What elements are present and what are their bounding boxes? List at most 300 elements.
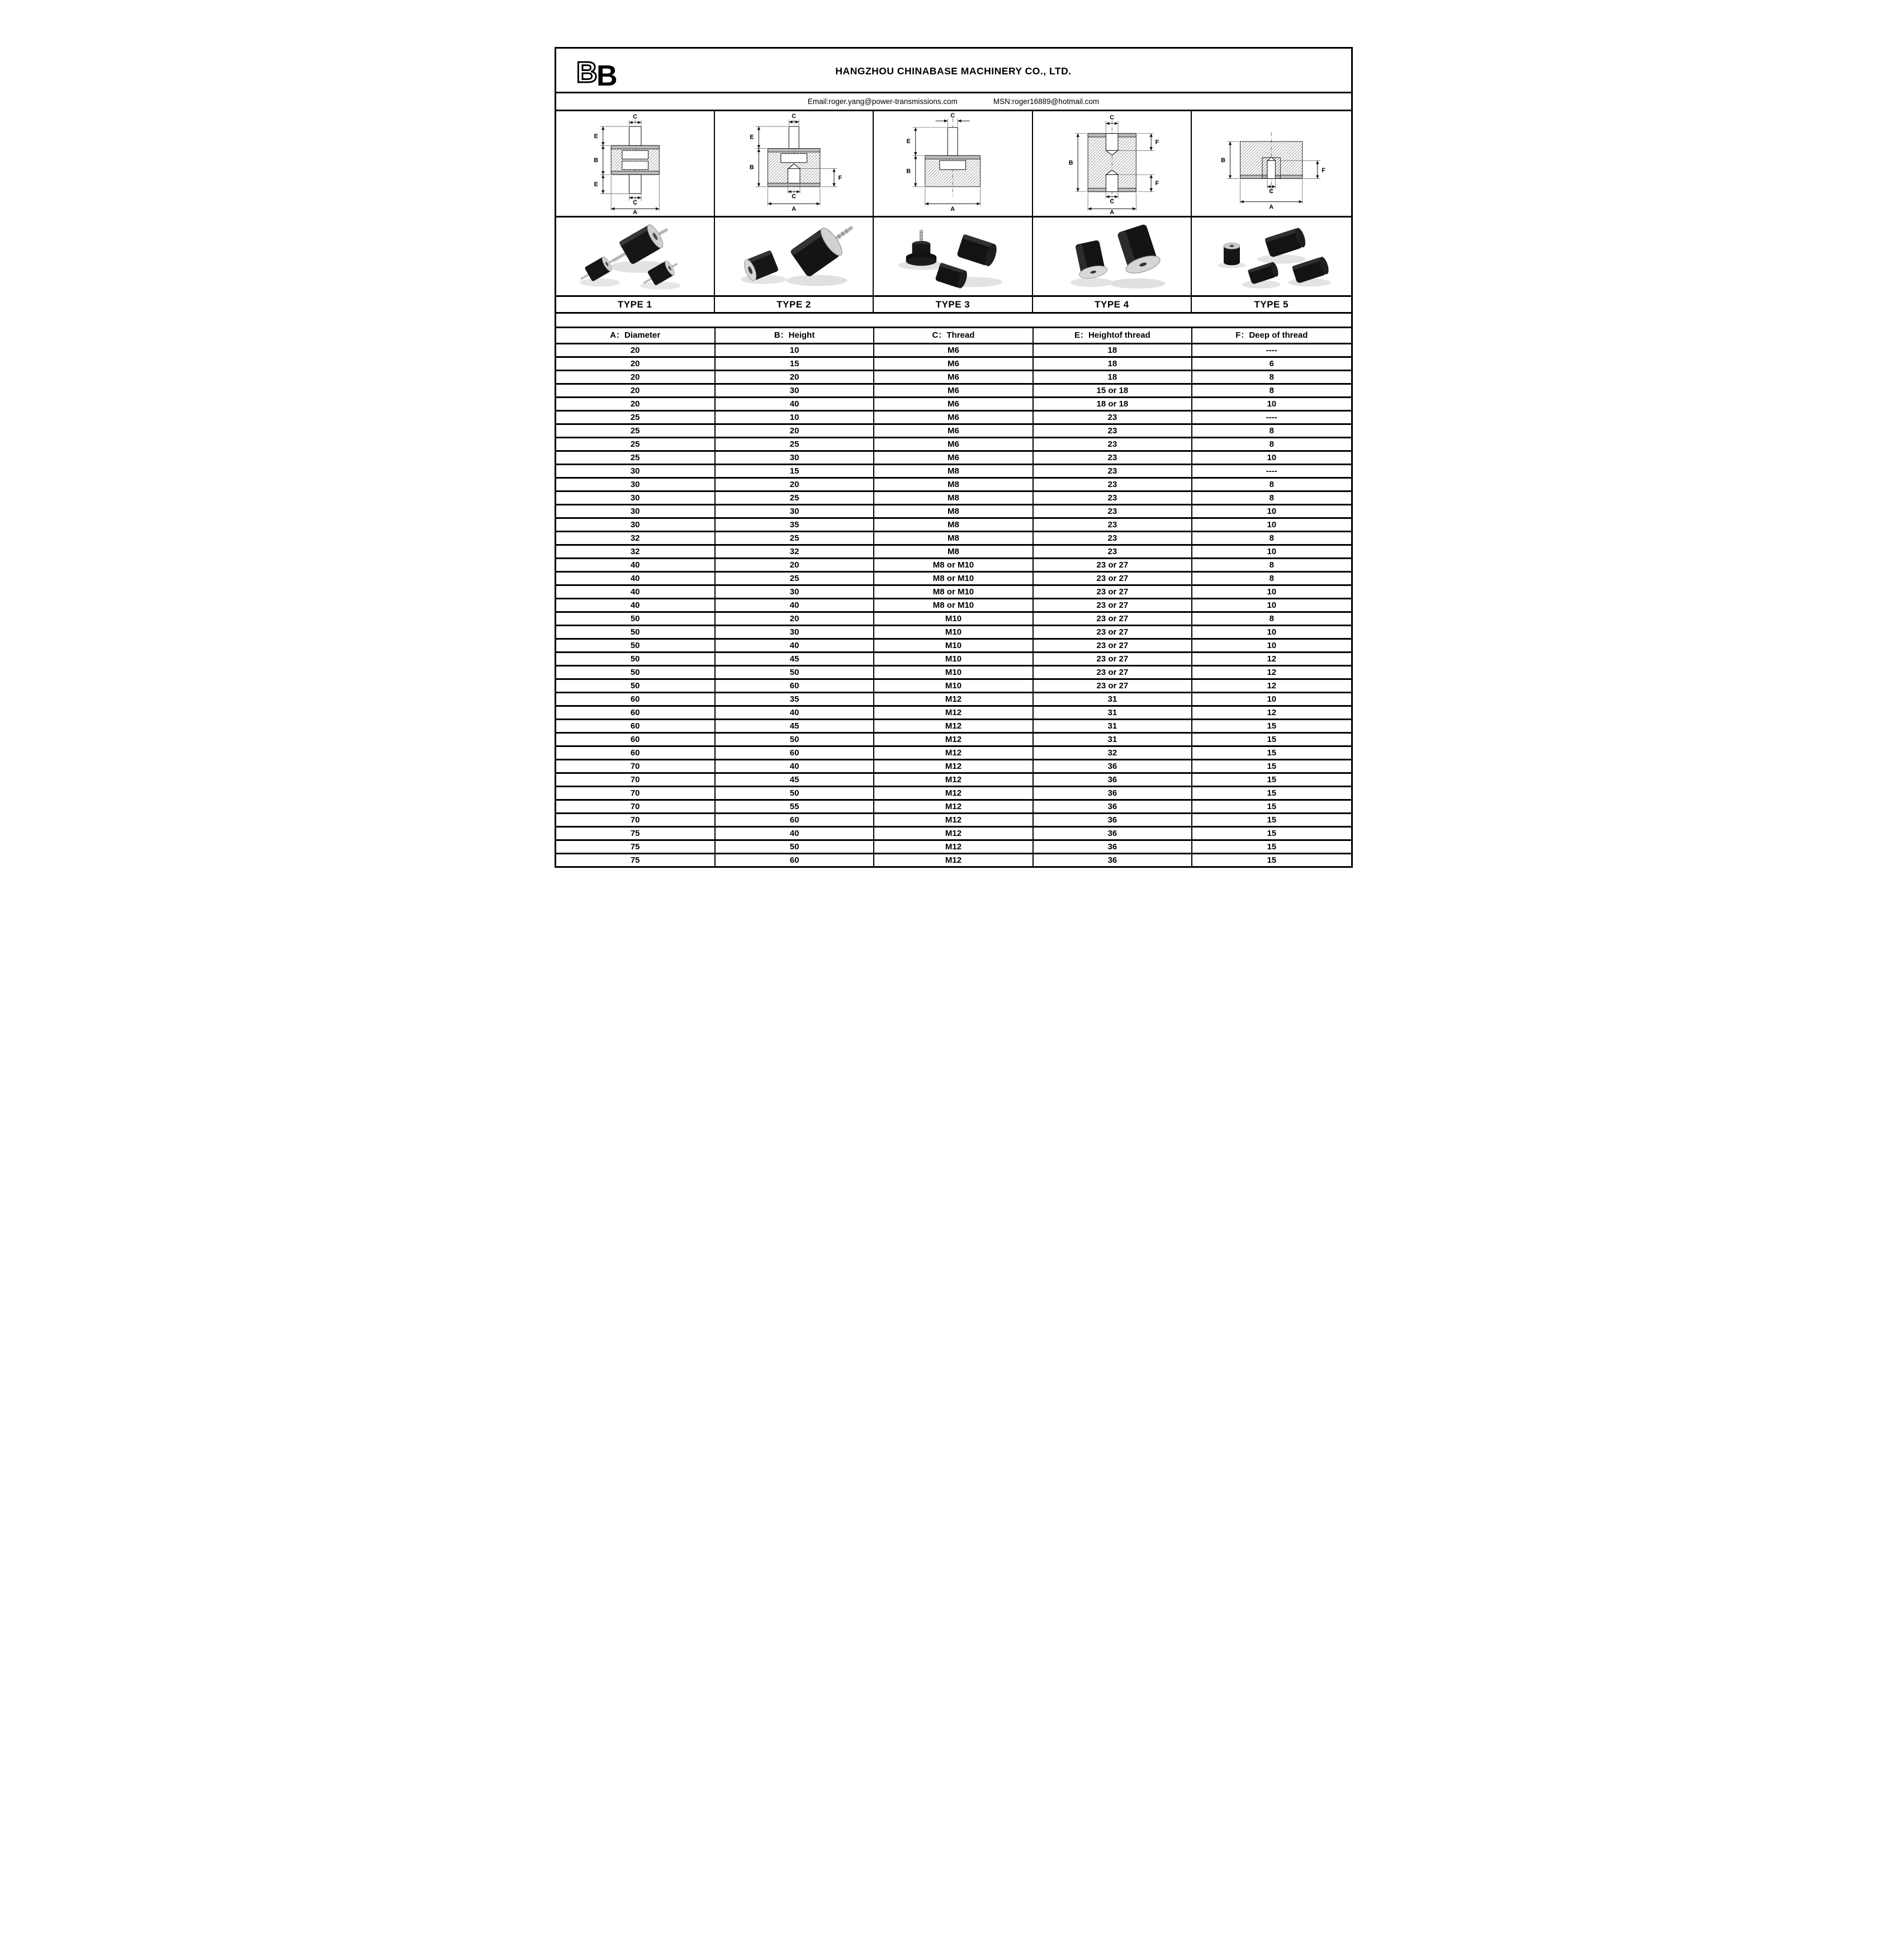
cell-deep-of-thread: 15 bbox=[1192, 773, 1351, 787]
col-header-height-of-thread: E：Heightof thread bbox=[1033, 328, 1192, 344]
diagram-type5 bbox=[1192, 111, 1351, 216]
cell-deep-of-thread: 15 bbox=[1192, 814, 1351, 827]
cell-height-of-thread: 23 bbox=[1033, 491, 1192, 505]
cell-deep-of-thread: 10 bbox=[1192, 398, 1351, 411]
dim-label-b: B bbox=[906, 168, 911, 175]
cell-diameter: 70 bbox=[556, 787, 715, 800]
dim-label-f: F bbox=[838, 174, 842, 181]
cell-height-of-thread: 23 or 27 bbox=[1033, 639, 1192, 653]
cell-thread: M8 bbox=[874, 505, 1032, 518]
company-title: HANGZHOU CHINABASE MACHINERY CO., LTD. bbox=[835, 65, 1072, 77]
cell-thread: M8 or M10 bbox=[874, 585, 1032, 599]
table-row bbox=[556, 478, 1351, 491]
cell-thread: M8 bbox=[874, 518, 1032, 532]
cell-height-of-thread: 23 bbox=[1033, 505, 1192, 518]
cell-deep-of-thread: 8 bbox=[1192, 572, 1351, 585]
cell-thread: M12 bbox=[874, 800, 1032, 814]
type2-photo bbox=[715, 219, 873, 295]
cell-deep-of-thread: 10 bbox=[1192, 518, 1351, 532]
product-photo-type4 bbox=[1033, 218, 1192, 295]
cell-height: 30 bbox=[715, 505, 874, 518]
product-photo-type5 bbox=[1192, 218, 1351, 295]
table-row bbox=[556, 451, 1351, 465]
header bbox=[556, 49, 1351, 93]
logo-letter-1: B bbox=[576, 58, 598, 87]
cell-height: 20 bbox=[715, 478, 874, 491]
cell-deep-of-thread: 8 bbox=[1192, 612, 1351, 626]
cell-deep-of-thread: 8 bbox=[1192, 491, 1351, 505]
cell-thread: M6 bbox=[874, 438, 1032, 451]
cell-height-of-thread: 23 or 27 bbox=[1033, 559, 1192, 572]
dim-label-a: A bbox=[792, 205, 796, 212]
cell-thread: M10 bbox=[874, 666, 1032, 679]
col-header-height: B：Height bbox=[715, 328, 874, 344]
cell-diameter: 25 bbox=[556, 438, 715, 451]
cell-deep-of-thread: ---- bbox=[1192, 465, 1351, 478]
cell-diameter: 70 bbox=[556, 760, 715, 773]
cell-deep-of-thread: 10 bbox=[1192, 639, 1351, 653]
cell-diameter: 20 bbox=[556, 398, 715, 411]
cell-height: 32 bbox=[715, 545, 874, 559]
cell-thread: M12 bbox=[874, 814, 1032, 827]
cell-thread: M12 bbox=[874, 840, 1032, 854]
cell-height: 40 bbox=[715, 760, 874, 773]
dim-label-a: A bbox=[1269, 203, 1274, 210]
cell-diameter: 25 bbox=[556, 424, 715, 438]
logo-letter-2: B bbox=[596, 60, 618, 87]
cell-deep-of-thread: 8 bbox=[1192, 438, 1351, 451]
table-row bbox=[556, 639, 1351, 653]
cell-height: 30 bbox=[715, 451, 874, 465]
cell-diameter: 70 bbox=[556, 773, 715, 787]
cell-height-of-thread: 23 bbox=[1033, 438, 1192, 451]
cell-deep-of-thread: 15 bbox=[1192, 854, 1351, 867]
table-row bbox=[556, 559, 1351, 572]
cell-height: 60 bbox=[715, 746, 874, 760]
table-row bbox=[556, 746, 1351, 760]
cell-thread: M12 bbox=[874, 787, 1032, 800]
dim-label-f: F bbox=[1322, 167, 1325, 174]
cell-diameter: 32 bbox=[556, 532, 715, 545]
cell-height-of-thread: 23 or 27 bbox=[1033, 599, 1192, 612]
cell-height-of-thread: 36 bbox=[1033, 840, 1192, 854]
cell-thread: M6 bbox=[874, 424, 1032, 438]
cell-deep-of-thread: 15 bbox=[1192, 720, 1351, 733]
dim-label-a: A bbox=[1110, 209, 1114, 215]
table-row bbox=[556, 679, 1351, 693]
product-photo-type3 bbox=[874, 218, 1032, 295]
cell-diameter: 60 bbox=[556, 733, 715, 746]
cell-diameter: 30 bbox=[556, 518, 715, 532]
cell-deep-of-thread: 8 bbox=[1192, 424, 1351, 438]
cell-deep-of-thread: 12 bbox=[1192, 653, 1351, 666]
cell-diameter: 30 bbox=[556, 491, 715, 505]
cell-height-of-thread: 31 bbox=[1033, 733, 1192, 746]
cell-thread: M8 or M10 bbox=[874, 572, 1032, 585]
cell-diameter: 20 bbox=[556, 371, 715, 384]
table-row bbox=[556, 344, 1351, 357]
cell-thread: M12 bbox=[874, 773, 1032, 787]
header-row bbox=[556, 328, 1351, 344]
cell-thread: M6 bbox=[874, 344, 1032, 357]
cell-diameter: 60 bbox=[556, 693, 715, 706]
table-row bbox=[556, 706, 1351, 720]
cell-thread: M12 bbox=[874, 746, 1032, 760]
cell-height: 60 bbox=[715, 854, 874, 867]
dim-label-c2: C bbox=[632, 198, 637, 206]
cell-diameter: 60 bbox=[556, 746, 715, 760]
dim-label-e2: E bbox=[594, 181, 598, 188]
cell-diameter: 40 bbox=[556, 599, 715, 612]
table-row bbox=[556, 371, 1351, 384]
cell-height: 45 bbox=[715, 720, 874, 733]
cell-deep-of-thread: 10 bbox=[1192, 599, 1351, 612]
cell-deep-of-thread: ---- bbox=[1192, 411, 1351, 424]
dim-label-c2: C bbox=[1110, 197, 1114, 205]
cell-diameter: 32 bbox=[556, 545, 715, 559]
cell-height-of-thread: 23 bbox=[1033, 518, 1192, 532]
cell-height: 20 bbox=[715, 424, 874, 438]
cell-diameter: 75 bbox=[556, 840, 715, 854]
cell-thread: M12 bbox=[874, 733, 1032, 746]
diagram-type1 bbox=[556, 111, 715, 216]
table-row bbox=[556, 398, 1351, 411]
cell-diameter: 75 bbox=[556, 827, 715, 840]
table-row bbox=[556, 653, 1351, 666]
type2-caption: TYPE 2 bbox=[715, 297, 874, 312]
cell-height: 50 bbox=[715, 733, 874, 746]
cell-deep-of-thread: 12 bbox=[1192, 679, 1351, 693]
cell-diameter: 60 bbox=[556, 720, 715, 733]
cell-height-of-thread: 23 bbox=[1033, 545, 1192, 559]
cell-height-of-thread: 31 bbox=[1033, 706, 1192, 720]
cell-height: 40 bbox=[715, 398, 874, 411]
cell-thread: M12 bbox=[874, 854, 1032, 867]
diagram-type4 bbox=[1033, 111, 1192, 216]
dim-label-f2: F bbox=[1155, 179, 1159, 187]
table-row bbox=[556, 612, 1351, 626]
cell-height-of-thread: 36 bbox=[1033, 854, 1192, 867]
cell-thread: M12 bbox=[874, 706, 1032, 720]
cell-height: 15 bbox=[715, 357, 874, 371]
cell-deep-of-thread: ---- bbox=[1192, 344, 1351, 357]
cell-deep-of-thread: 10 bbox=[1192, 626, 1351, 639]
cell-height-of-thread: 18 bbox=[1033, 357, 1192, 371]
cell-thread: M6 bbox=[874, 357, 1032, 371]
cell-thread: M12 bbox=[874, 720, 1032, 733]
dim-label-f: F bbox=[1155, 139, 1159, 146]
page bbox=[476, 0, 1428, 978]
cell-deep-of-thread: 12 bbox=[1192, 706, 1351, 720]
table-row bbox=[556, 733, 1351, 746]
cell-deep-of-thread: 15 bbox=[1192, 760, 1351, 773]
cell-height: 40 bbox=[715, 706, 874, 720]
type3-drawing bbox=[874, 112, 1031, 215]
cell-deep-of-thread: 10 bbox=[1192, 545, 1351, 559]
cell-height: 20 bbox=[715, 612, 874, 626]
cell-thread: M6 bbox=[874, 398, 1032, 411]
cell-height: 30 bbox=[715, 626, 874, 639]
cell-height-of-thread: 23 or 27 bbox=[1033, 612, 1192, 626]
dim-label-c2: C bbox=[792, 192, 796, 200]
type5-photo bbox=[1192, 219, 1351, 295]
cell-height: 30 bbox=[715, 585, 874, 599]
dimension-table bbox=[556, 328, 1351, 866]
diagram-type3 bbox=[874, 111, 1032, 216]
cell-diameter: 20 bbox=[556, 384, 715, 398]
cell-height-of-thread: 18 or 18 bbox=[1033, 398, 1192, 411]
cell-height: 30 bbox=[715, 384, 874, 398]
diagrams-row bbox=[556, 111, 1351, 218]
cell-deep-of-thread: 8 bbox=[1192, 532, 1351, 545]
cell-thread: M8 bbox=[874, 478, 1032, 491]
cell-height-of-thread: 23 bbox=[1033, 451, 1192, 465]
cell-height: 50 bbox=[715, 787, 874, 800]
type4-caption: TYPE 4 bbox=[1033, 297, 1192, 312]
table-row bbox=[556, 800, 1351, 814]
table-row bbox=[556, 411, 1351, 424]
photos-row bbox=[556, 218, 1351, 297]
dim-label-c: C bbox=[1269, 188, 1274, 195]
table-row bbox=[556, 438, 1351, 451]
cell-height-of-thread: 23 or 27 bbox=[1033, 666, 1192, 679]
cell-diameter: 30 bbox=[556, 505, 715, 518]
cell-height-of-thread: 23 bbox=[1033, 532, 1192, 545]
type-captions-row bbox=[556, 297, 1351, 314]
cell-height: 35 bbox=[715, 518, 874, 532]
cell-diameter: 30 bbox=[556, 478, 715, 491]
cell-height-of-thread: 23 bbox=[1033, 478, 1192, 491]
cell-diameter: 40 bbox=[556, 585, 715, 599]
cell-height-of-thread: 18 bbox=[1033, 344, 1192, 357]
dim-label-c: C bbox=[950, 112, 955, 119]
cell-diameter: 25 bbox=[556, 411, 715, 424]
type5-caption: TYPE 5 bbox=[1254, 299, 1289, 310]
cell-diameter: 70 bbox=[556, 800, 715, 814]
cell-deep-of-thread: 12 bbox=[1192, 666, 1351, 679]
table-row bbox=[556, 773, 1351, 787]
type5-drawing bbox=[1192, 112, 1351, 215]
col-header-diameter: A：Diameter bbox=[556, 328, 715, 344]
cell-height: 50 bbox=[715, 840, 874, 854]
dim-label-c: C bbox=[792, 112, 796, 120]
spacer-row bbox=[556, 314, 1351, 328]
table-row bbox=[556, 814, 1351, 827]
cell-deep-of-thread: 15 bbox=[1192, 733, 1351, 746]
type3-caption: TYPE 3 bbox=[874, 297, 1032, 312]
cell-height-of-thread: 15 or 18 bbox=[1033, 384, 1192, 398]
dim-label-b: B bbox=[593, 157, 598, 164]
cell-thread: M8 bbox=[874, 545, 1032, 559]
cell-height: 60 bbox=[715, 814, 874, 827]
cell-height-of-thread: 23 or 27 bbox=[1033, 679, 1192, 693]
table-row bbox=[556, 599, 1351, 612]
table-row bbox=[556, 545, 1351, 559]
cell-height: 25 bbox=[715, 572, 874, 585]
cell-height: 40 bbox=[715, 639, 874, 653]
type2-drawing bbox=[715, 112, 873, 215]
table-row bbox=[556, 693, 1351, 706]
type4-drawing bbox=[1033, 112, 1191, 215]
cell-height-of-thread: 23 or 27 bbox=[1033, 572, 1192, 585]
table-row bbox=[556, 720, 1351, 733]
dimension-table-head bbox=[556, 328, 1351, 344]
cell-diameter: 60 bbox=[556, 706, 715, 720]
cell-height-of-thread: 31 bbox=[1033, 720, 1192, 733]
cell-height: 35 bbox=[715, 693, 874, 706]
cell-height-of-thread: 32 bbox=[1033, 746, 1192, 760]
cell-deep-of-thread: 10 bbox=[1192, 505, 1351, 518]
cell-deep-of-thread: 15 bbox=[1192, 800, 1351, 814]
contact-row bbox=[556, 93, 1351, 111]
type1-photo bbox=[556, 219, 714, 295]
table-row bbox=[556, 854, 1351, 867]
datasheet-document bbox=[555, 47, 1353, 868]
cell-diameter: 50 bbox=[556, 639, 715, 653]
cell-deep-of-thread: 15 bbox=[1192, 840, 1351, 854]
table-row bbox=[556, 760, 1351, 773]
cell-deep-of-thread: 15 bbox=[1192, 787, 1351, 800]
cell-diameter: 20 bbox=[556, 357, 715, 371]
cell-thread: M8 or M10 bbox=[874, 559, 1032, 572]
type1-caption: TYPE 1 bbox=[556, 297, 715, 312]
cell-thread: M6 bbox=[874, 451, 1032, 465]
cell-thread: M12 bbox=[874, 827, 1032, 840]
table-row bbox=[556, 787, 1351, 800]
cell-deep-of-thread: 10 bbox=[1192, 693, 1351, 706]
cell-thread: M8 bbox=[874, 465, 1032, 478]
cell-deep-of-thread: 8 bbox=[1192, 559, 1351, 572]
cell-diameter: 30 bbox=[556, 465, 715, 478]
cell-height-of-thread: 36 bbox=[1033, 760, 1192, 773]
cell-diameter: 75 bbox=[556, 854, 715, 867]
cell-thread: M8 or M10 bbox=[874, 599, 1032, 612]
cell-deep-of-thread: 8 bbox=[1192, 384, 1351, 398]
cell-diameter: 50 bbox=[556, 653, 715, 666]
dimension-table-body bbox=[556, 344, 1351, 867]
cell-thread: M6 bbox=[874, 384, 1032, 398]
cell-thread: M6 bbox=[874, 371, 1032, 384]
table-row bbox=[556, 840, 1351, 854]
table-row bbox=[556, 518, 1351, 532]
cell-height: 10 bbox=[715, 411, 874, 424]
cell-thread: M8 bbox=[874, 491, 1032, 505]
table-row bbox=[556, 424, 1351, 438]
table-row bbox=[556, 491, 1351, 505]
cell-height-of-thread: 23 bbox=[1033, 465, 1192, 478]
cell-diameter: 40 bbox=[556, 572, 715, 585]
table-row bbox=[556, 505, 1351, 518]
dim-label-e: E bbox=[906, 138, 911, 145]
type3-photo bbox=[874, 219, 1031, 295]
cell-diameter: 50 bbox=[556, 612, 715, 626]
cell-height-of-thread: 36 bbox=[1033, 800, 1192, 814]
cell-deep-of-thread: 8 bbox=[1192, 371, 1351, 384]
cell-deep-of-thread: 8 bbox=[1192, 478, 1351, 491]
cell-height: 10 bbox=[715, 344, 874, 357]
cell-thread: M8 bbox=[874, 532, 1032, 545]
cell-height-of-thread: 23 or 27 bbox=[1033, 653, 1192, 666]
cell-thread: M6 bbox=[874, 411, 1032, 424]
diagram-type2 bbox=[715, 111, 874, 216]
table-row bbox=[556, 827, 1351, 840]
table-row bbox=[556, 465, 1351, 478]
cell-height-of-thread: 23 bbox=[1033, 424, 1192, 438]
table-row bbox=[556, 384, 1351, 398]
contact-msn: MSN:roger16889@hotmail.com bbox=[993, 97, 1100, 106]
cell-height: 40 bbox=[715, 827, 874, 840]
product-photo-type1 bbox=[556, 218, 715, 295]
cell-diameter: 50 bbox=[556, 679, 715, 693]
cell-diameter: 25 bbox=[556, 451, 715, 465]
dim-label-a: A bbox=[950, 205, 955, 212]
cell-height-of-thread: 18 bbox=[1033, 371, 1192, 384]
table-row bbox=[556, 626, 1351, 639]
cell-height-of-thread: 31 bbox=[1033, 693, 1192, 706]
cell-height-of-thread: 23 or 27 bbox=[1033, 585, 1192, 599]
table-row bbox=[556, 572, 1351, 585]
dim-label-a: A bbox=[632, 209, 637, 215]
cell-height-of-thread: 36 bbox=[1033, 827, 1192, 840]
dim-label-c: C bbox=[1110, 114, 1114, 121]
cell-deep-of-thread: 6 bbox=[1192, 357, 1351, 371]
cell-height: 60 bbox=[715, 679, 874, 693]
cell-diameter: 40 bbox=[556, 559, 715, 572]
col-header-deep-of-thread: F：Deep of thread bbox=[1192, 328, 1351, 344]
dim-label-c: C bbox=[632, 113, 637, 120]
cell-height: 20 bbox=[715, 559, 874, 572]
type1-drawing bbox=[556, 112, 714, 215]
cell-thread: M10 bbox=[874, 639, 1032, 653]
dim-label-e: E bbox=[750, 134, 754, 141]
cell-height: 25 bbox=[715, 491, 874, 505]
col-header-thread: C：Thread bbox=[874, 328, 1032, 344]
cell-height: 45 bbox=[715, 773, 874, 787]
cell-diameter: 50 bbox=[556, 666, 715, 679]
cell-height-of-thread: 36 bbox=[1033, 814, 1192, 827]
dim-label-b: B bbox=[1221, 157, 1226, 164]
cell-height: 20 bbox=[715, 371, 874, 384]
cell-thread: M10 bbox=[874, 679, 1032, 693]
cell-thread: M10 bbox=[874, 612, 1032, 626]
table-row bbox=[556, 357, 1351, 371]
product-photo-type2 bbox=[715, 218, 874, 295]
cell-height: 15 bbox=[715, 465, 874, 478]
table-row bbox=[556, 532, 1351, 545]
cell-height: 45 bbox=[715, 653, 874, 666]
type4-photo bbox=[1033, 219, 1191, 295]
cell-diameter: 70 bbox=[556, 814, 715, 827]
cell-height-of-thread: 36 bbox=[1033, 773, 1192, 787]
cell-thread: M10 bbox=[874, 626, 1032, 639]
cell-height: 40 bbox=[715, 599, 874, 612]
cell-thread: M12 bbox=[874, 693, 1032, 706]
contact-email: Email:roger.yang@power-transmissions.com bbox=[807, 97, 958, 106]
cell-thread: M12 bbox=[874, 760, 1032, 773]
dim-label-b: B bbox=[1068, 159, 1073, 166]
cell-height: 25 bbox=[715, 438, 874, 451]
cell-height-of-thread: 23 bbox=[1033, 411, 1192, 424]
table-row bbox=[556, 585, 1351, 599]
cell-height: 55 bbox=[715, 800, 874, 814]
cell-height: 25 bbox=[715, 532, 874, 545]
dim-label-b: B bbox=[749, 163, 754, 171]
cell-height-of-thread: 23 or 27 bbox=[1033, 626, 1192, 639]
cell-thread: M10 bbox=[874, 653, 1032, 666]
cell-height: 50 bbox=[715, 666, 874, 679]
dim-label-e: E bbox=[594, 133, 598, 140]
cell-diameter: 50 bbox=[556, 626, 715, 639]
